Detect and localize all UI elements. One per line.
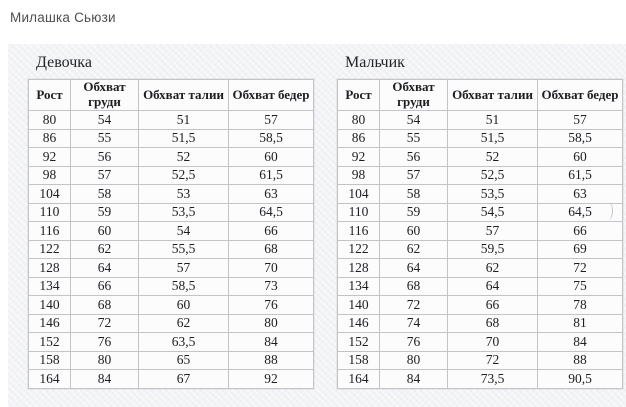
table-row	[338, 370, 623, 389]
table-cell: 122	[29, 240, 71, 259]
table-cell: 62	[139, 314, 229, 333]
table-cell: 110	[338, 203, 380, 222]
table-cell: 55,5	[139, 240, 229, 259]
table-cell: 140	[338, 296, 380, 315]
table-row	[29, 222, 314, 241]
table-cell: 81	[538, 314, 623, 333]
table-cell: 88	[229, 351, 314, 370]
table-cell: 75	[538, 277, 623, 296]
table-cell: 134	[338, 277, 380, 296]
header-row	[338, 80, 623, 111]
table-cell: 53,5	[448, 185, 538, 204]
table-row	[29, 351, 314, 370]
table-cell: 53	[139, 185, 229, 204]
column-header: Обхват бедер	[229, 80, 314, 111]
table-cell: 86	[29, 129, 71, 148]
table-cell: 76	[380, 333, 448, 352]
table-row	[338, 277, 623, 296]
table-cell: 84	[380, 370, 448, 389]
table-cell: 67	[139, 370, 229, 389]
table-cell: 98	[29, 166, 71, 185]
table-cell: 72	[538, 259, 623, 278]
table-row	[29, 314, 314, 333]
table-row	[338, 185, 623, 204]
table-row	[29, 203, 314, 222]
table-cell: 76	[71, 333, 139, 352]
boy-table-caption: Мальчик	[345, 54, 405, 71]
table-cell: 80	[380, 351, 448, 370]
table-row	[29, 259, 314, 278]
table-cell: 80	[229, 314, 314, 333]
table-cell: 72	[448, 351, 538, 370]
table-row	[338, 111, 623, 130]
column-header: Рост	[338, 80, 380, 111]
table-cell: 60	[139, 296, 229, 315]
table-cell: 92	[29, 148, 71, 167]
table-cell: 62	[448, 259, 538, 278]
table-cell: 78	[538, 296, 623, 315]
table-cell: 64	[380, 259, 448, 278]
table-cell: 57	[448, 222, 538, 241]
column-header: Обхват бедер	[538, 80, 623, 111]
table-cell: 58,5	[538, 129, 623, 148]
table-cell: 51,5	[448, 129, 538, 148]
table-cell: 57	[139, 259, 229, 278]
table-cell: 128	[338, 259, 380, 278]
table-row	[338, 314, 623, 333]
table-cell: 65	[139, 351, 229, 370]
column-header: Обхват талии	[448, 80, 538, 111]
table-cell: 54	[380, 111, 448, 130]
table-cell: 54	[71, 111, 139, 130]
table-cell: 76	[229, 296, 314, 315]
table-row	[29, 111, 314, 130]
table-cell: 64	[71, 259, 139, 278]
table-row	[29, 148, 314, 167]
boy-size-table-section	[337, 54, 623, 389]
table-cell: 59	[380, 203, 448, 222]
table-row	[29, 333, 314, 352]
header-row	[29, 80, 314, 111]
table-cell: 73	[229, 277, 314, 296]
table-cell: 58,5	[229, 129, 314, 148]
table-cell: 68	[380, 277, 448, 296]
table-cell: 84	[71, 370, 139, 389]
table-cell: 158	[338, 351, 380, 370]
table-cell: 52	[448, 148, 538, 167]
table-cell: 74	[380, 314, 448, 333]
table-cell: 55	[71, 129, 139, 148]
table-cell: 58	[71, 185, 139, 204]
table-cell: 60	[71, 222, 139, 241]
table-cell: 72	[380, 296, 448, 315]
table-row	[338, 129, 623, 148]
table-cell: 116	[338, 222, 380, 241]
table-row	[29, 277, 314, 296]
table-cell: 66	[448, 296, 538, 315]
table-cell: 98	[338, 166, 380, 185]
table-cell: 64,5	[538, 203, 623, 222]
column-header: Обхват талии	[139, 80, 229, 111]
boy-size-table	[337, 79, 623, 389]
table-cell: 56	[380, 148, 448, 167]
table-cell: 104	[338, 185, 380, 204]
table-row	[29, 129, 314, 148]
table-row	[29, 240, 314, 259]
size-chart-scan-image	[8, 44, 626, 407]
table-row	[338, 351, 623, 370]
table-cell: 90,5	[538, 370, 623, 389]
table-cell: 70	[448, 333, 538, 352]
table-cell: 73,5	[448, 370, 538, 389]
table-cell: 110	[29, 203, 71, 222]
table-cell: 80	[71, 351, 139, 370]
table-cell: 122	[338, 240, 380, 259]
table-cell: 68	[71, 296, 139, 315]
table-cell: 51,5	[139, 129, 229, 148]
table-cell: 54	[139, 222, 229, 241]
table-cell: 80	[338, 111, 380, 130]
table-cell: 62	[71, 240, 139, 259]
table-cell: 134	[29, 277, 71, 296]
column-header: Обхват груди	[71, 80, 139, 111]
table-cell: 70	[229, 259, 314, 278]
table-cell: 140	[29, 296, 71, 315]
table-cell: 63	[538, 185, 623, 204]
table-cell: 128	[29, 259, 71, 278]
table-cell: 64,5	[229, 203, 314, 222]
table-cell: 54,5	[448, 203, 538, 222]
table-cell: 84	[538, 333, 623, 352]
table-cell: 55	[380, 129, 448, 148]
table-cell: 66	[229, 222, 314, 241]
table-row	[29, 166, 314, 185]
table-cell: 52,5	[448, 166, 538, 185]
table-cell: 61,5	[538, 166, 623, 185]
table-row	[338, 203, 623, 222]
table-cell: 164	[338, 370, 380, 389]
table-cell: 51	[448, 111, 538, 130]
table-cell: 63	[229, 185, 314, 204]
table-cell: 61,5	[229, 166, 314, 185]
table-cell: 63,5	[139, 333, 229, 352]
table-cell: 68	[448, 314, 538, 333]
table-cell: 88	[538, 351, 623, 370]
table-cell: 57	[71, 166, 139, 185]
table-cell: 58	[380, 185, 448, 204]
table-cell: 57	[538, 111, 623, 130]
table-cell: 60	[380, 222, 448, 241]
table-cell: 60	[229, 148, 314, 167]
table-cell: 86	[338, 129, 380, 148]
table-cell: 64	[448, 277, 538, 296]
table-cell: 59,5	[448, 240, 538, 259]
table-cell: 56	[71, 148, 139, 167]
column-header: Обхват груди	[380, 80, 448, 111]
table-row	[338, 240, 623, 259]
table-row	[29, 370, 314, 389]
table-cell: 52,5	[139, 166, 229, 185]
table-cell: 92	[229, 370, 314, 389]
table-row	[338, 148, 623, 167]
table-row	[338, 166, 623, 185]
column-header: Рост	[29, 80, 71, 111]
table-cell: 92	[338, 148, 380, 167]
table-cell: 66	[538, 222, 623, 241]
table-cell: 53,5	[139, 203, 229, 222]
table-row	[338, 333, 623, 352]
table-cell: 60	[538, 148, 623, 167]
table-row	[29, 296, 314, 315]
table-cell: 57	[380, 166, 448, 185]
table-cell: 152	[29, 333, 71, 352]
table-cell: 57	[229, 111, 314, 130]
table-cell: 80	[29, 111, 71, 130]
table-cell: 146	[338, 314, 380, 333]
table-cell: 69	[538, 240, 623, 259]
table-cell: 58,5	[139, 277, 229, 296]
table-cell: 164	[29, 370, 71, 389]
girl-table-caption: Девочка	[36, 54, 92, 71]
page-title: Милашка Сьюзи	[10, 10, 116, 25]
table-cell: 104	[29, 185, 71, 204]
table-cell: 62	[380, 240, 448, 259]
table-row	[338, 259, 623, 278]
table-cell: 158	[29, 351, 71, 370]
table-row	[338, 222, 623, 241]
table-row	[29, 185, 314, 204]
girl-size-table	[28, 79, 314, 389]
table-cell: 152	[338, 333, 380, 352]
table-cell: 146	[29, 314, 71, 333]
table-cell: 116	[29, 222, 71, 241]
table-cell: 52	[139, 148, 229, 167]
table-cell: 68	[229, 240, 314, 259]
table-cell: 59	[71, 203, 139, 222]
table-cell: 66	[71, 277, 139, 296]
table-cell: 72	[71, 314, 139, 333]
girl-size-table-section	[28, 54, 314, 389]
table-row	[338, 296, 623, 315]
table-cell: 84	[229, 333, 314, 352]
table-cell: 51	[139, 111, 229, 130]
